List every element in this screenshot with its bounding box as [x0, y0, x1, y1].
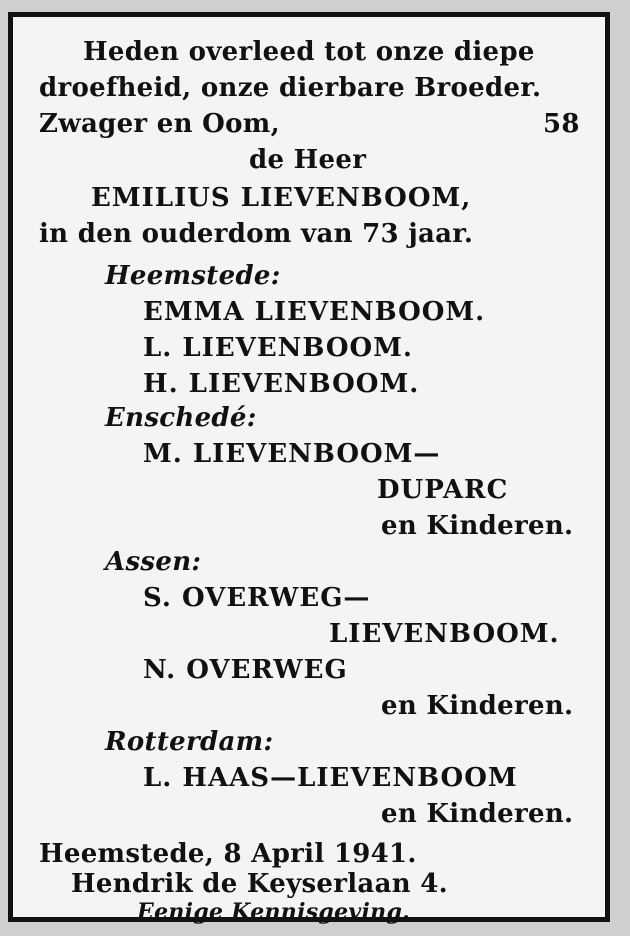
intro-line-2: droefheid, onze dierbare Broeder.	[39, 73, 542, 103]
date-line: Heemstede, 8 April 1941.	[39, 839, 417, 869]
intro-line-1: Heden overleed tot onze diepe	[83, 37, 535, 67]
closing-line: Eenige Kennisgeving.	[137, 899, 411, 925]
relative-line: DUPARC	[377, 475, 509, 505]
relative-line: M. LIEVENBOOM—	[143, 439, 441, 469]
relative-line: en Kinderen.	[381, 691, 574, 721]
place-rotterdam: Rotterdam:	[105, 727, 274, 757]
relative-line: en Kinderen.	[381, 511, 574, 541]
obituary-notice	[8, 12, 610, 925]
place-assen: Assen:	[105, 547, 202, 577]
relative-line: H. LIEVENBOOM.	[143, 369, 420, 399]
title-prefix: de Heer	[249, 145, 367, 175]
place-enschede: Enschedé:	[105, 403, 257, 433]
place-heemstede: Heemstede:	[105, 261, 281, 291]
intro-line-3: Zwager en Oom,	[39, 109, 280, 139]
deceased-name: EMILIUS LIEVENBOOM,	[91, 183, 472, 213]
relative-line: LIEVENBOOM.	[329, 619, 560, 649]
relative-line: en Kinderen.	[381, 799, 574, 829]
relative-line: S. OVERWEG—	[143, 583, 371, 613]
relative-line: EMMA LIEVENBOOM.	[143, 297, 486, 327]
notice-number: 58	[543, 109, 580, 139]
address-line: Hendrik de Keyserlaan 4.	[71, 869, 449, 899]
relative-line: N. OVERWEG	[143, 655, 348, 685]
relative-line: L. LIEVENBOOM.	[143, 333, 413, 363]
relative-line: L. HAAS—LIEVENBOOM	[143, 763, 518, 793]
age-line: in den ouderdom van 73 jaar.	[39, 219, 474, 249]
